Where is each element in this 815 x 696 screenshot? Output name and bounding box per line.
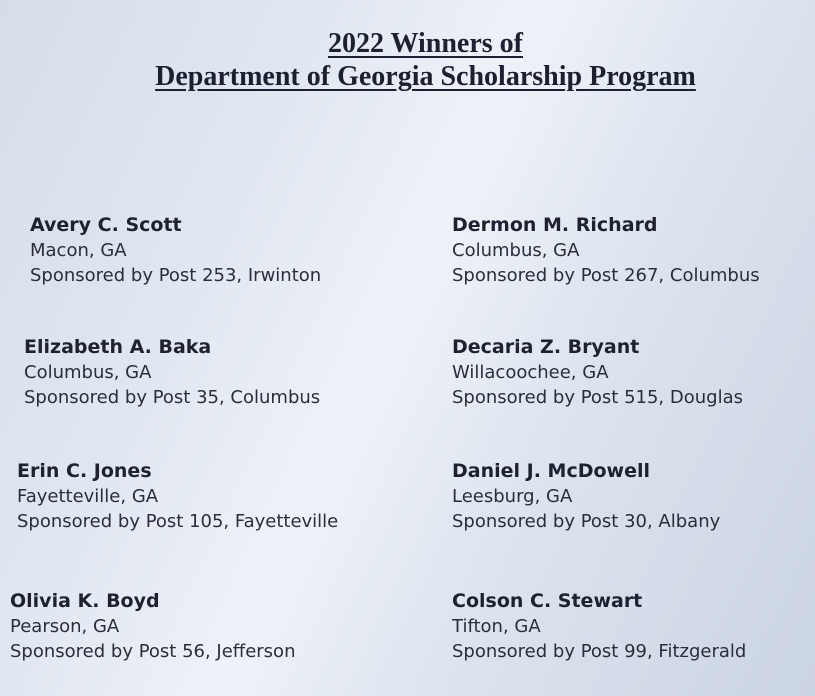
- winner-entry: [452, 459, 720, 534]
- document-subtitle: [18, 60, 815, 94]
- winner-entry: [452, 589, 746, 664]
- winner-city: Leesburg, GA: [452, 486, 573, 507]
- winner-entry: [17, 459, 338, 534]
- winner-entry: [452, 335, 743, 410]
- winner-sponsor: Sponsored by Post 35, Columbus: [24, 387, 321, 408]
- winner-sponsor: Sponsored by Post 30, Albany: [452, 511, 721, 532]
- winner-name: Avery C. Scott: [30, 214, 182, 236]
- winner-city: Willacoochee, GA: [452, 362, 609, 383]
- winner-entry: [452, 213, 760, 288]
- winner-sponsor: Sponsored by Post 253, Irwinton: [30, 265, 322, 286]
- winner-city: Macon, GA: [30, 240, 127, 261]
- winner-sponsor: Sponsored by Post 105, Fayetteville: [17, 511, 339, 532]
- winner-entry: [10, 589, 295, 664]
- winner-name: Daniel J. McDowell: [452, 460, 651, 482]
- winner-name: Decaria Z. Bryant: [452, 336, 640, 358]
- winner-city: Tifton, GA: [452, 616, 541, 637]
- winner-sponsor: Sponsored by Post 99, Fitzgerald: [452, 641, 747, 662]
- winner-name: Elizabeth A. Baka: [24, 336, 212, 358]
- winner-name: Olivia K. Boyd: [10, 590, 160, 612]
- winner-sponsor: Sponsored by Post 515, Douglas: [452, 387, 743, 408]
- winner-name: Colson C. Stewart: [452, 590, 643, 612]
- winner-entry: [30, 213, 321, 288]
- winner-city: Columbus, GA: [24, 362, 152, 383]
- document-title: [18, 27, 815, 61]
- title-line-1: 2022 Winners of: [328, 28, 523, 59]
- winner-name: Erin C. Jones: [17, 460, 152, 482]
- winner-sponsor: Sponsored by Post 56, Jefferson: [10, 641, 296, 662]
- winner-city: Pearson, GA: [10, 616, 120, 637]
- winner-entry: [24, 335, 320, 410]
- winner-city: Columbus, GA: [452, 240, 580, 261]
- title-line-2: Department of Georgia Scholarship Program: [155, 61, 696, 92]
- winner-sponsor: Sponsored by Post 267, Columbus: [452, 265, 760, 286]
- winner-city: Fayetteville, GA: [17, 486, 159, 507]
- winner-name: Dermon M. Richard: [452, 214, 658, 236]
